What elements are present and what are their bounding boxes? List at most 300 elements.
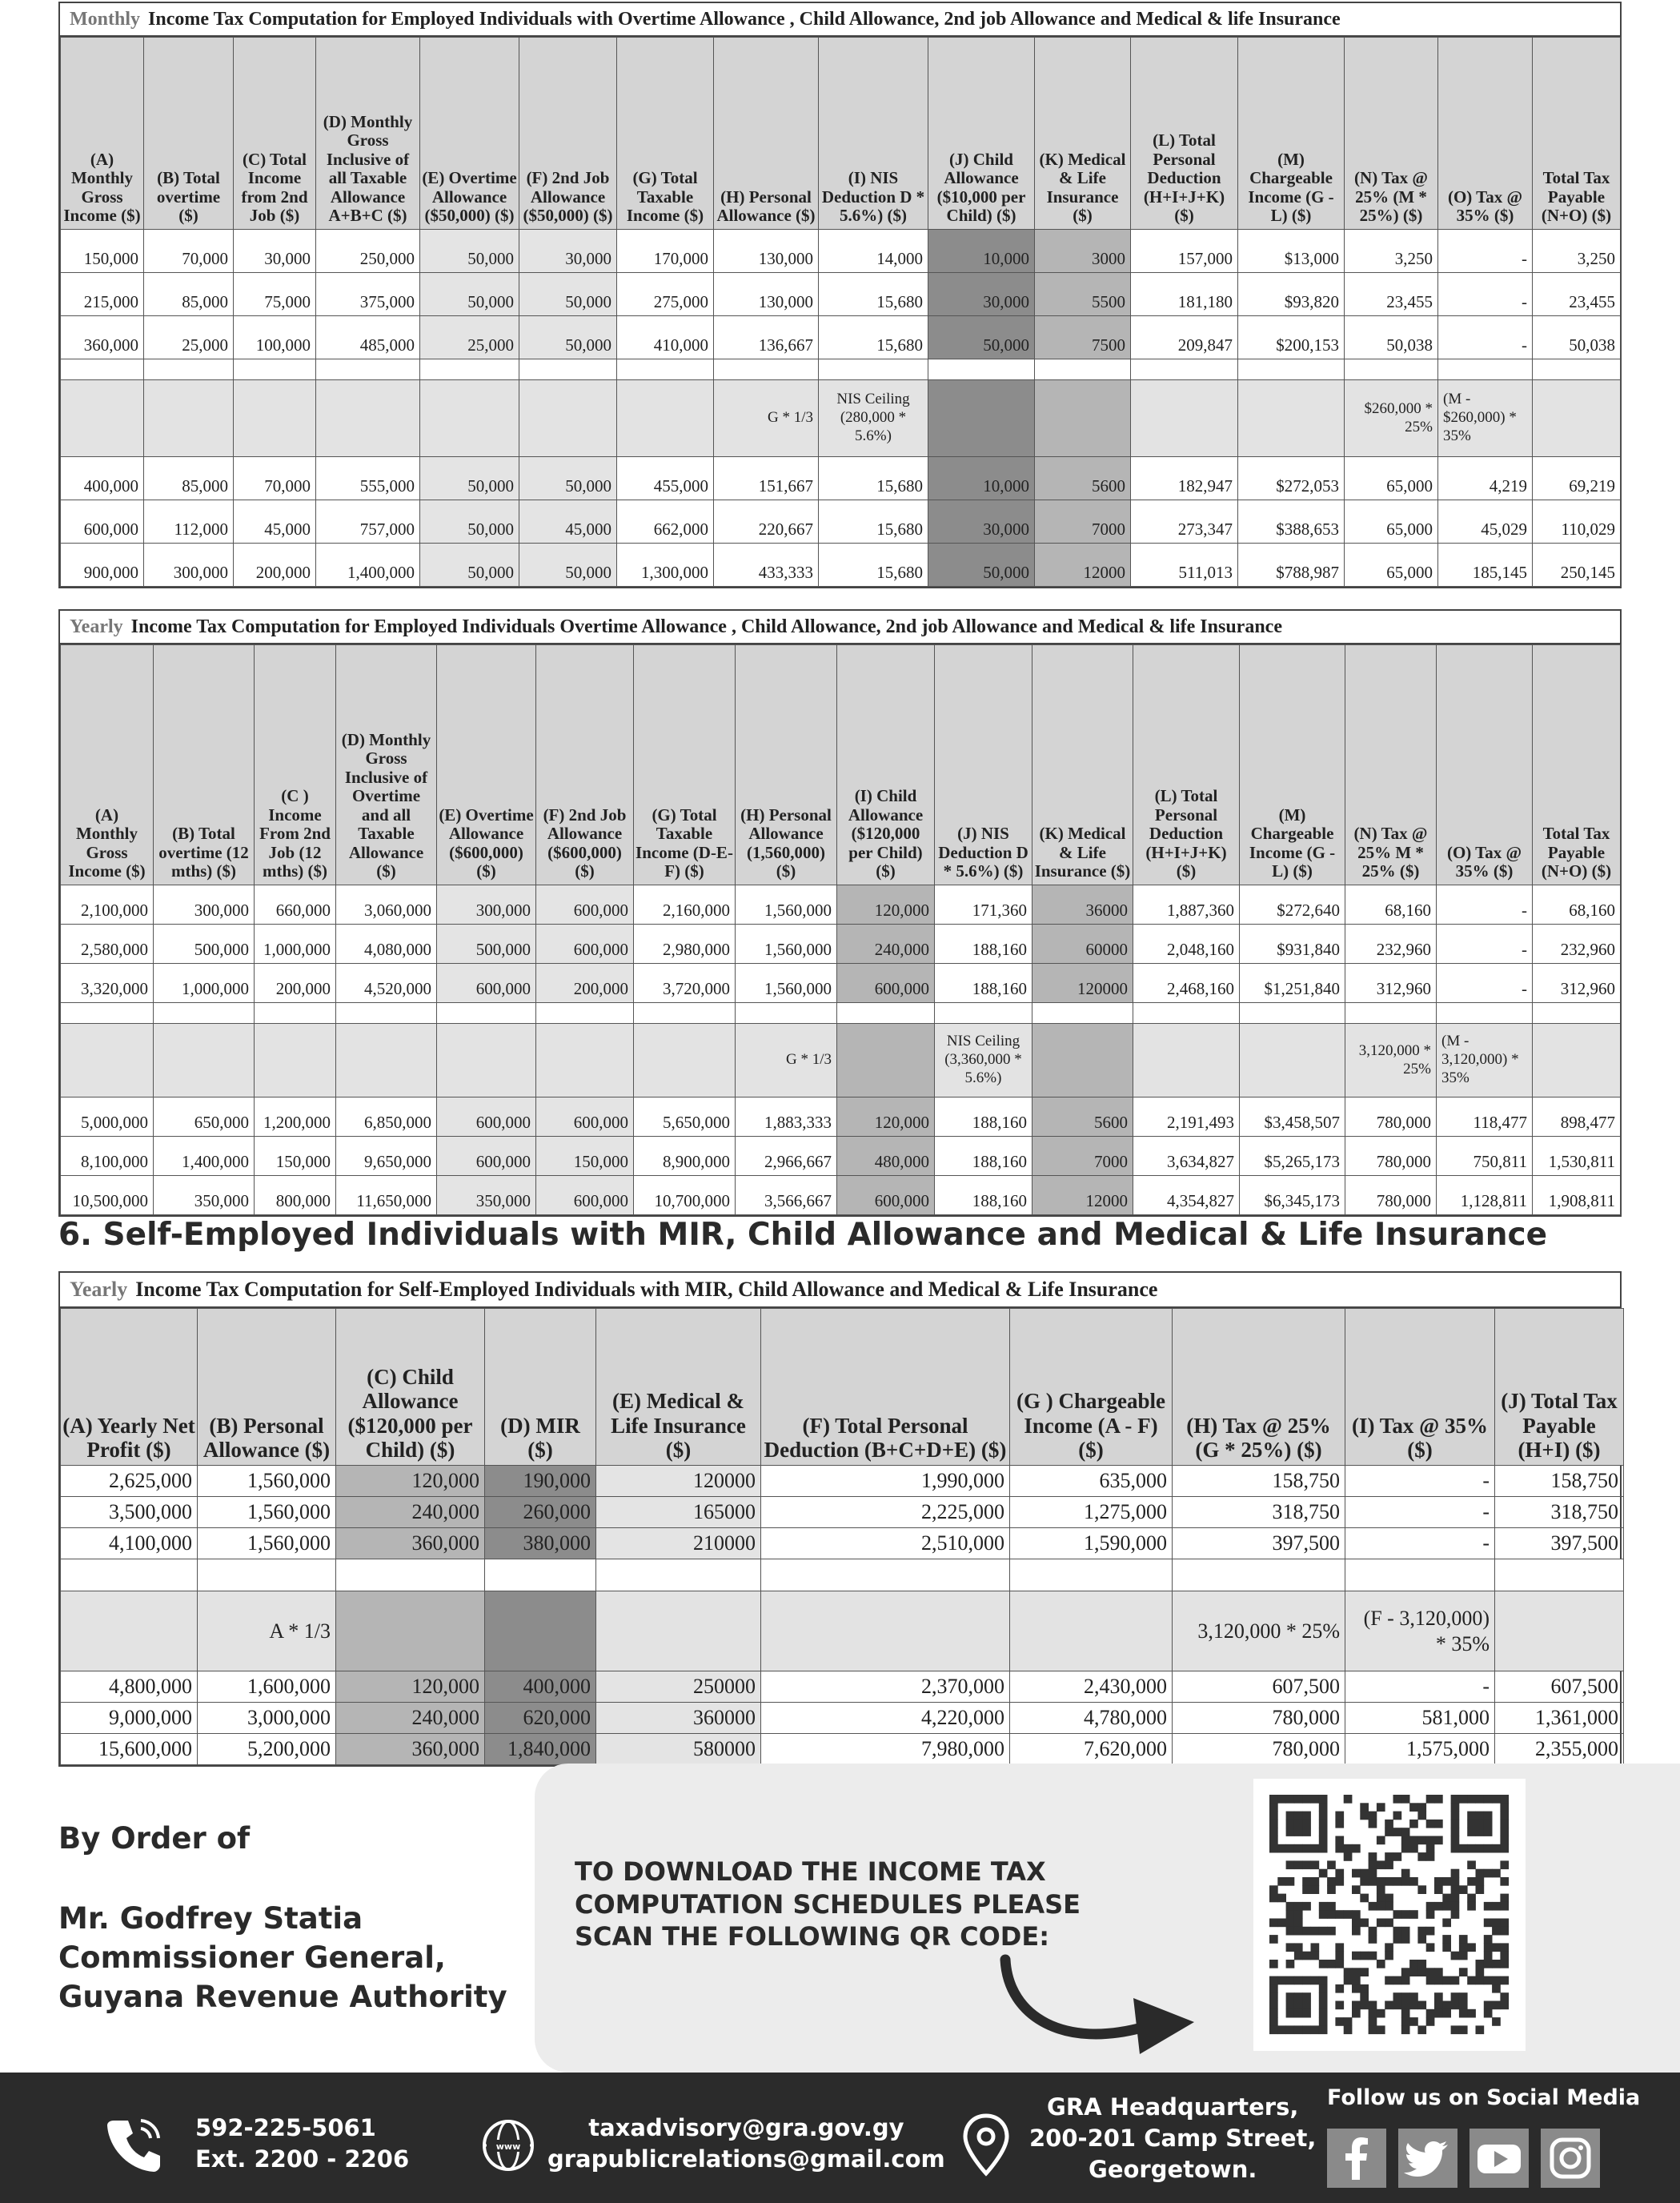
table-cell: 120,000 (336, 1466, 485, 1497)
formula-note: $260,000 * 25% (1345, 380, 1438, 457)
table-cell: 11,650,000 (336, 1176, 437, 1215)
table-cell: 662,000 (617, 500, 714, 544)
table-cell: 3,250 (1345, 230, 1438, 273)
table-cell: 5,650,000 (634, 1097, 736, 1137)
table-cell: 60000 (1032, 925, 1133, 964)
table-cell: 250,145 (1533, 544, 1621, 587)
table-cell: 1,200,000 (255, 1097, 336, 1137)
table-cell: 650,000 (154, 1097, 255, 1137)
svg-text:www: www (495, 2141, 521, 2152)
table-cell: 3,720,000 (634, 964, 736, 1003)
table-cell: 23,455 (1533, 273, 1621, 316)
tax-table (60, 37, 1621, 587)
table-cell: 1,000,000 (154, 964, 255, 1003)
table-cell: 150,000 (255, 1137, 336, 1176)
column-header: (H) Personal Allowance (1,560,000) ($) (736, 645, 837, 885)
table-cell: 130,000 (714, 230, 819, 273)
table-cell: 120,000 (336, 1671, 485, 1703)
table-cell: 2,191,493 (1133, 1097, 1240, 1137)
column-header: (I) Child Allowance ($120,000 per Child) ($) (837, 645, 935, 885)
table-cell: $93,820 (1238, 273, 1345, 316)
yearly-self-employed-table (58, 1271, 1622, 1767)
table-row (61, 885, 1621, 925)
column-header: (B) Total overtime (12 mths) ($) (154, 645, 255, 885)
table-cell: 130,000 (714, 273, 819, 316)
table-cell: 209,847 (1131, 316, 1238, 359)
column-header: (C) Total Income from 2nd Job ($) (234, 38, 316, 230)
table-cell: 1,840,000 (485, 1734, 596, 1765)
table-cell: - (1345, 1671, 1495, 1703)
table-cell: 900,000 (61, 544, 144, 587)
table-cell: $272,640 (1240, 885, 1345, 925)
table-cell: 2,980,000 (634, 925, 736, 964)
header-row (61, 38, 1621, 230)
table-cell: 1,560,000 (736, 925, 837, 964)
table-cell: $272,053 (1238, 457, 1345, 500)
table-cell: 780,000 (1173, 1734, 1345, 1765)
table-cell: 2,625,000 (61, 1466, 198, 1497)
table-cell: 158,750 (1495, 1466, 1624, 1497)
table-row (61, 273, 1621, 316)
table-cell: 600,000 (437, 964, 536, 1003)
table-cell: - (1345, 1528, 1495, 1559)
table-cell: 30,000 (519, 230, 617, 273)
table-cell: 12000 (1035, 544, 1131, 587)
table-cell: 2,430,000 (1010, 1671, 1173, 1703)
table-cell: 50,000 (420, 544, 519, 587)
table-row (61, 1703, 1624, 1734)
spacer-row (61, 359, 1621, 380)
formula-note: A * 1/3 (198, 1591, 336, 1671)
table-cell: 4,780,000 (1010, 1703, 1173, 1734)
table-cell: 600,000 (61, 500, 144, 544)
arrow-icon (992, 1953, 1201, 2057)
table-cell: 360000 (596, 1703, 761, 1734)
table-row (61, 1497, 1624, 1528)
table-cell: 136,667 (714, 316, 819, 359)
table-cell: - (1438, 273, 1533, 316)
table-cell: 69,219 (1533, 457, 1621, 500)
table-cell: 185,145 (1438, 544, 1533, 587)
table-cell: 780,000 (1345, 1137, 1437, 1176)
twitter-icon[interactable] (1398, 2129, 1457, 2188)
table-cell: 600,000 (536, 1176, 634, 1215)
column-header: (A) Monthly Gross Income ($) (61, 38, 144, 230)
table-cell: 10,000 (928, 457, 1035, 500)
table-cell: 5,200,000 (198, 1734, 336, 1765)
table-cell: $931,840 (1240, 925, 1345, 964)
table-cell: 188,160 (935, 964, 1032, 1003)
column-header: (M) Chargeable Income (G - L) ($) (1238, 38, 1345, 230)
table-cell: 200,000 (234, 544, 316, 587)
table-cell: 30,000 (928, 500, 1035, 544)
table-cell: 635,000 (1010, 1466, 1173, 1497)
table-cell: $1,251,840 (1240, 964, 1345, 1003)
table-cell: 4,220,000 (761, 1703, 1010, 1734)
table-cell: 100,000 (234, 316, 316, 359)
table-cell: - (1438, 316, 1533, 359)
table-cell: 68,160 (1345, 885, 1437, 925)
table-cell: 350,000 (437, 1176, 536, 1215)
column-header: (J) Total Tax Payable (H+I) ($) (1495, 1309, 1624, 1466)
table-cell: 65,000 (1345, 500, 1438, 544)
table-cell: 2,048,160 (1133, 925, 1240, 964)
column-header: (B) Total overtime ($) (144, 38, 234, 230)
table-cell: 75,000 (234, 273, 316, 316)
table-cell: 188,160 (935, 925, 1032, 964)
headquarters-address: GRA Headquarters, 200-201 Camp Street, Georgetown. (1029, 2093, 1317, 2184)
table-cell: 188,160 (935, 1097, 1032, 1137)
table-cell: 1,000,000 (255, 925, 336, 964)
table-cell: 8,900,000 (634, 1137, 736, 1176)
table-cell: 3,000,000 (198, 1703, 336, 1734)
table-cell: 158,750 (1173, 1466, 1345, 1497)
table-cell: 181,180 (1131, 273, 1238, 316)
facebook-icon[interactable] (1327, 2129, 1386, 2188)
table-cell: 210000 (596, 1528, 761, 1559)
table-cell: 232,960 (1345, 925, 1437, 964)
formula-note: NIS Ceiling (3,360,000 * 5.6%) (935, 1024, 1032, 1097)
table-cell: 50,000 (519, 457, 617, 500)
table-cell: 50,000 (928, 316, 1035, 359)
table-cell: 1,560,000 (736, 885, 837, 925)
table-cell: 188,160 (935, 1176, 1032, 1215)
table-cell: $3,458,507 (1240, 1097, 1345, 1137)
column-header: (G) Total Taxable Income ($) (617, 38, 714, 230)
formula-note: (M - $260,000) * 35% (1438, 380, 1533, 457)
column-header: (G ) Chargeable Income (A - F) ($) (1010, 1309, 1173, 1466)
table-cell: 312,960 (1533, 964, 1621, 1003)
formula-note: 3,120,000 * 25% (1173, 1591, 1345, 1671)
column-header: (O) Tax @ 35% ($) (1438, 38, 1533, 230)
table-cell: 120000 (1032, 964, 1133, 1003)
table-cell: 151,667 (714, 457, 819, 500)
social-media-label: Follow us on Social Media (1327, 2085, 1641, 2110)
column-header: (F) 2nd Job Allowance ($50,000) ($) (519, 38, 617, 230)
table-cell: 480,000 (837, 1137, 935, 1176)
table-cell: 190,000 (485, 1466, 596, 1497)
table-cell: 200,000 (536, 964, 634, 1003)
table-cell: 580000 (596, 1734, 761, 1765)
table-cell: 3,566,667 (736, 1176, 837, 1215)
formula-note: NIS Ceiling (280,000 * 5.6%) (819, 380, 928, 457)
spacer-row (61, 1559, 1624, 1591)
column-header: (F) 2nd Job Allowance ($600,000) ($) (536, 645, 634, 885)
location-pin-icon (960, 2111, 1012, 2180)
formula-note: G * 1/3 (714, 380, 819, 457)
table-title: Monthly Income Tax Computation for Employed Individuals with Overtime Allowance , Child Allowance, 2nd job Allowance and Medical & life Insurance (60, 3, 1620, 37)
table-cell: 600,000 (437, 1097, 536, 1137)
qr-code[interactable] (1253, 1779, 1526, 2051)
table-cell: 30,000 (928, 273, 1035, 316)
table-cell: - (1437, 885, 1533, 925)
table-cell: 65,000 (1345, 457, 1438, 500)
table-cell: 273,347 (1131, 500, 1238, 544)
table-cell: 7500 (1035, 316, 1131, 359)
table-cell: 455,000 (617, 457, 714, 500)
table-cell: 400,000 (61, 457, 144, 500)
table-cell: 375,000 (316, 273, 420, 316)
column-header: (E) Medical & Life Insurance ($) (596, 1309, 761, 1466)
table-cell: 260,000 (485, 1497, 596, 1528)
table-cell: 23,455 (1345, 273, 1438, 316)
table-cell: 300,000 (144, 544, 234, 587)
table-cell: 5600 (1032, 1097, 1133, 1137)
table-cell: 171,360 (935, 885, 1032, 925)
table-row (61, 230, 1621, 273)
table-cell: 50,038 (1345, 316, 1438, 359)
table-cell: 1,128,811 (1437, 1176, 1533, 1215)
table-cell: 112,000 (144, 500, 234, 544)
table-cell: 2,160,000 (634, 885, 736, 925)
column-header: (G) Total Taxable Income (D-E-F) ($) (634, 645, 736, 885)
table-cell: 1,908,811 (1533, 1176, 1621, 1215)
table-row (61, 544, 1621, 587)
table-cell: 4,219 (1438, 457, 1533, 500)
column-header: Total Tax Payable (N+O) ($) (1533, 645, 1621, 885)
section-heading: 6. Self-Employed Individuals with MIR, Child Allowance and Medical & Life Insurance (58, 1217, 1548, 1253)
table-cell: 45,029 (1438, 500, 1533, 544)
formula-row (61, 1591, 1624, 1671)
table-row (61, 925, 1621, 964)
formula-note: (M - 3,120,000) * 35% (1437, 1024, 1533, 1097)
table-cell: 380,000 (485, 1528, 596, 1559)
table-cell: 1,560,000 (198, 1528, 336, 1559)
table-cell: 1,575,000 (1345, 1734, 1495, 1765)
table-cell: 25,000 (420, 316, 519, 359)
tax-table (60, 644, 1621, 1215)
table-cell: 511,013 (1131, 544, 1238, 587)
table-cell: 607,500 (1495, 1671, 1624, 1703)
header-row (61, 645, 1621, 885)
table-cell: 85,000 (144, 273, 234, 316)
table-cell: 45,000 (234, 500, 316, 544)
phone-number[interactable]: 592-225-5061 Ext. 2200 - 2206 (195, 2114, 410, 2173)
column-header: (L) Total Personal Deduction (H+I+J+K) ($) (1133, 645, 1240, 885)
table-cell: 50,000 (519, 273, 617, 316)
table-cell: 1,600,000 (198, 1671, 336, 1703)
table-row (61, 1734, 1624, 1765)
table-cell: 9,650,000 (336, 1137, 437, 1176)
table-cell: 1,400,000 (154, 1137, 255, 1176)
table-cell: 3,500,000 (61, 1497, 198, 1528)
table-cell: 200,000 (255, 964, 336, 1003)
table-cell: 400,000 (485, 1671, 596, 1703)
table-cell: 50,000 (519, 316, 617, 359)
table-cell: 7000 (1035, 500, 1131, 544)
table-cell: 898,477 (1533, 1097, 1621, 1137)
table-cell: 2,100,000 (61, 885, 154, 925)
table-cell: 14,000 (819, 230, 928, 273)
table-cell: 410,000 (617, 316, 714, 359)
table-cell: 50,000 (420, 230, 519, 273)
table-cell: 10,500,000 (61, 1176, 154, 1215)
table-cell: 50,000 (420, 500, 519, 544)
table-cell: 757,000 (316, 500, 420, 544)
table-cell: 620,000 (485, 1703, 596, 1734)
table-cell: 780,000 (1173, 1703, 1345, 1734)
column-header: (M) Chargeable Income (G - L) ($) (1240, 645, 1345, 885)
column-header: (H) Personal Allowance ($) (714, 38, 819, 230)
table-cell: - (1437, 964, 1533, 1003)
table-cell: 2,510,000 (761, 1528, 1010, 1559)
table-cell: 485,000 (316, 316, 420, 359)
table-cell: $788,987 (1238, 544, 1345, 587)
table-cell: 5,000,000 (61, 1097, 154, 1137)
table-cell: 10,700,000 (634, 1176, 736, 1215)
column-header: (K) Medical & Life Insurance ($) (1035, 38, 1131, 230)
table-cell: 15,600,000 (61, 1734, 198, 1765)
table-cell: 600,000 (837, 1176, 935, 1215)
table-cell: 120,000 (837, 1097, 935, 1137)
monthly-employed-table (58, 2, 1622, 588)
table-cell: 15,680 (819, 500, 928, 544)
table-cell: 5600 (1035, 457, 1131, 500)
table-cell: 1,300,000 (617, 544, 714, 587)
column-header: (J) NIS Deduction D * 5.6%) ($) (935, 645, 1032, 885)
table-cell: 780,000 (1345, 1176, 1437, 1215)
column-header: Total Tax Payable (N+O) ($) (1533, 38, 1621, 230)
table-cell: 4,800,000 (61, 1671, 198, 1703)
table-cell: 433,333 (714, 544, 819, 587)
table-cell: 3,320,000 (61, 964, 154, 1003)
table-cell: 1,590,000 (1010, 1528, 1173, 1559)
table-cell: 4,080,000 (336, 925, 437, 964)
table-cell: 45,000 (519, 500, 617, 544)
table-cell: 50,000 (420, 273, 519, 316)
table-cell: - (1438, 230, 1533, 273)
table-cell: 2,225,000 (761, 1497, 1010, 1528)
table-cell: 150,000 (61, 230, 144, 273)
table-cell: 70,000 (234, 457, 316, 500)
table-cell: 360,000 (61, 316, 144, 359)
table-cell: 1,990,000 (761, 1466, 1010, 1497)
table-cell: 3,634,827 (1133, 1137, 1240, 1176)
table-cell: 240,000 (837, 925, 935, 964)
column-header: (F) Total Personal Deduction (B+C+D+E) ($) (761, 1309, 1010, 1466)
table-cell: 800,000 (255, 1176, 336, 1215)
table-cell: 2,468,160 (1133, 964, 1240, 1003)
table-cell: 250000 (596, 1671, 761, 1703)
table-cell: 6,850,000 (336, 1097, 437, 1137)
table-cell: 50,000 (928, 544, 1035, 587)
table-cell: $5,265,173 (1240, 1137, 1345, 1176)
instagram-icon[interactable] (1541, 2129, 1600, 2188)
table-cell: 312,960 (1345, 964, 1437, 1003)
column-header: (N) Tax @ 25% M * 25% ($) (1345, 645, 1437, 885)
table-row (61, 964, 1621, 1003)
table-cell: 275,000 (617, 273, 714, 316)
table-cell: 12000 (1032, 1176, 1133, 1215)
table-cell: 300,000 (154, 885, 255, 925)
table-cell: - (1437, 925, 1533, 964)
qr-code-icon (1253, 1779, 1526, 2051)
table-cell: 360,000 (336, 1734, 485, 1765)
formula-row (61, 1024, 1621, 1097)
table-cell: 15,680 (819, 273, 928, 316)
table-cell: 50,000 (420, 457, 519, 500)
table-cell: $200,153 (1238, 316, 1345, 359)
table-cell: 240,000 (336, 1497, 485, 1528)
table-cell: 240,000 (336, 1703, 485, 1734)
table-cell: 170,000 (617, 230, 714, 273)
table-cell: 50,038 (1533, 316, 1621, 359)
column-header: (N) Tax @ 25% (M * 25%) ($) (1345, 38, 1438, 230)
table-cell: 7000 (1032, 1137, 1133, 1176)
spacer-row (61, 1003, 1621, 1024)
table-cell: 50,000 (519, 544, 617, 587)
table-cell: 500,000 (437, 925, 536, 964)
table-cell: 1,275,000 (1010, 1497, 1173, 1528)
signatory-name: Mr. Godfrey Statia (58, 1901, 363, 1936)
table-cell: 607,500 (1173, 1671, 1345, 1703)
column-header: (B) Personal Allowance ($) (198, 1309, 336, 1466)
table-row (61, 500, 1621, 544)
table-cell: 3,250 (1533, 230, 1621, 273)
table-cell: 3000 (1035, 230, 1131, 273)
table-cell: 232,960 (1533, 925, 1621, 964)
table-cell: 150,000 (536, 1137, 634, 1176)
phone-icon (102, 2113, 166, 2177)
table-cell: - (1345, 1466, 1495, 1497)
table-cell: - (1345, 1497, 1495, 1528)
column-header: (C ) Income From 2nd Job (12 mths) ($) (255, 645, 336, 885)
formula-row (61, 380, 1621, 457)
table-row (61, 1466, 1624, 1497)
table-cell: 1,361,000 (1495, 1703, 1624, 1734)
table-cell: 2,355,000 (1495, 1734, 1624, 1765)
email-addresses[interactable]: taxadvisory@gra.gov.gy grapublicrelations@gmail.com (547, 2114, 945, 2173)
by-order-label: By Order of (58, 1821, 251, 1856)
table-cell: 85,000 (144, 457, 234, 500)
table-cell: 3,060,000 (336, 885, 437, 925)
table-cell: 15,680 (819, 544, 928, 587)
table-row (61, 457, 1621, 500)
table-cell: 30,000 (234, 230, 316, 273)
table-cell: 600,000 (536, 1097, 634, 1137)
footer-bar (0, 2073, 1680, 2203)
formula-note: 3,120,000 * 25% (1345, 1024, 1437, 1097)
table-row (61, 1137, 1621, 1176)
table-cell: 397,500 (1173, 1528, 1345, 1559)
yearly-employed-table (58, 609, 1622, 1217)
table-cell: 4,520,000 (336, 964, 437, 1003)
column-header: (A) Monthly Gross Income ($) (61, 645, 154, 885)
column-header: (D) Monthly Gross Inclusive of all Taxable Allowance A+B+C ($) (316, 38, 420, 230)
table-cell: 65,000 (1345, 544, 1438, 587)
table-title: Yearly Income Tax Computation for Self-Employed Individuals with MIR, Child Allowance and Medical & Life Insurance (60, 1273, 1620, 1308)
header-row (61, 1309, 1624, 1466)
table-cell: 250,000 (316, 230, 420, 273)
column-header: (E) Overtime Allowance ($50,000) ($) (420, 38, 519, 230)
table-cell: 120,000 (837, 885, 935, 925)
table-row (61, 1097, 1621, 1137)
tax-table (60, 1308, 1624, 1765)
column-header: (H) Tax @ 25% (G * 25%) ($) (1173, 1309, 1345, 1466)
table-cell: 220,667 (714, 500, 819, 544)
column-header: (D) Monthly Gross Inclusive of Overtime and all Taxable Allowance ($) (336, 645, 437, 885)
table-cell: 2,580,000 (61, 925, 154, 964)
youtube-icon[interactable] (1469, 2129, 1529, 2188)
table-cell: 9,000,000 (61, 1703, 198, 1734)
column-header: (C) Child Allowance ($120,000 per Child) ($) (336, 1309, 485, 1466)
table-cell: 118,477 (1437, 1097, 1533, 1137)
table-cell: 2,370,000 (761, 1671, 1010, 1703)
table-cell: 15,680 (819, 457, 928, 500)
column-header: (A) Yearly Net Profit ($) (61, 1309, 198, 1466)
table-cell: 1,883,333 (736, 1097, 837, 1137)
formula-note: G * 1/3 (736, 1024, 837, 1097)
